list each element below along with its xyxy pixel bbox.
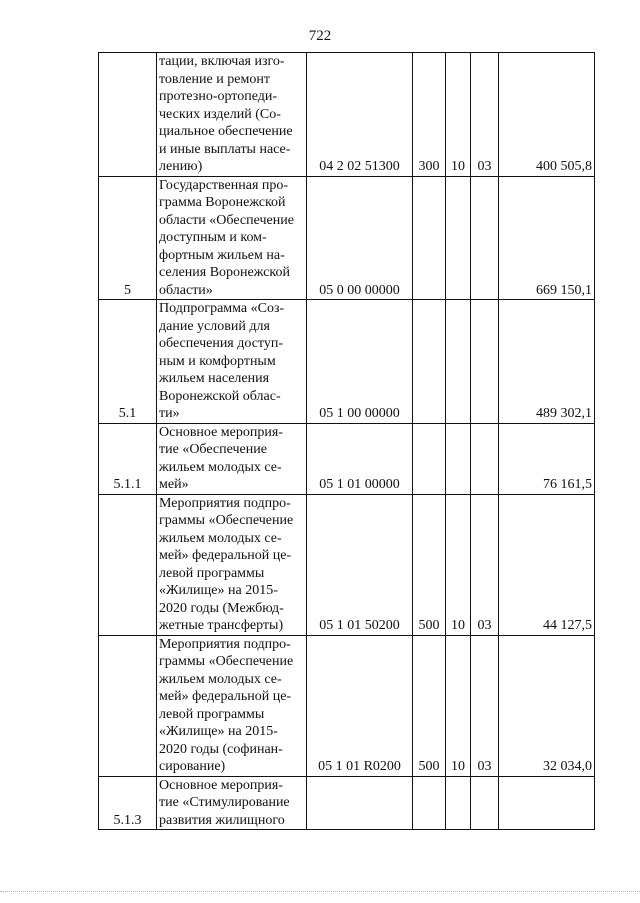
row-name-line: Мероприятия подпро- (159, 636, 291, 652)
row-name-line: и иные выплаты насе- (159, 141, 291, 157)
row-name-line: мей» федеральной це- (159, 548, 292, 563)
row-number-cell: 5.1.1 (99, 423, 157, 494)
row-name-line: селения Воронежской (159, 265, 290, 280)
row-section-cell: 10 (446, 53, 471, 177)
row-name-line: мей» федеральной це- (159, 689, 292, 704)
row-name-line: 2020 годы (Межбюд- (159, 600, 284, 616)
row-name-line: жильем молодых се- (159, 671, 282, 687)
row-name-cell (157, 176, 307, 300)
page-number: 722 (308, 28, 332, 44)
row-name-line: лению) (159, 159, 203, 174)
row-name-line: жетные трансферты) (159, 618, 284, 633)
row-number-cell (99, 635, 157, 776)
row-name-line: Основное мероприя- (159, 777, 283, 793)
row-name-line: жильем молодых се- (159, 530, 282, 546)
row-name-cell (157, 53, 307, 177)
row-name-line: обеспечения доступ- (159, 336, 284, 351)
row-section-cell (446, 300, 471, 424)
row-subsection-cell: 03 (471, 53, 499, 177)
row-name-line: Воронежской облас- (159, 388, 281, 404)
row-subsection-cell (471, 423, 499, 494)
table-row (99, 176, 595, 300)
row-amount-cell: 489 302,1 (499, 300, 595, 424)
table-row (99, 300, 595, 424)
table-row (99, 494, 595, 635)
row-name-line: товление и ремонт (159, 71, 270, 87)
budget-table (98, 52, 595, 830)
row-code-cell: 05 1 00 00000 (307, 300, 413, 424)
row-name-cell (157, 300, 307, 424)
row-name-line: области «Обеспечение (159, 212, 294, 228)
row-name-line: тации, включая изго- (159, 54, 285, 69)
row-code-cell: 05 1 01 R0200 (307, 635, 413, 776)
row-section-cell: 10 (446, 635, 471, 776)
row-name-line: граммы «Обеспечение (159, 513, 294, 528)
row-name-line: грамма Воронежской (159, 195, 286, 210)
row-amount-cell: 669 150,1 (499, 176, 595, 300)
row-name-cell (157, 776, 307, 830)
row-expense-type-cell: 300 (413, 53, 446, 177)
row-name-line: тие «Обеспечение (159, 442, 267, 457)
row-subsection-cell (471, 176, 499, 300)
row-name-line: циальное обеспечение (159, 124, 293, 139)
row-name-line: развития жилищного (159, 812, 285, 828)
row-number-cell (99, 53, 157, 177)
row-expense-type-cell (413, 176, 446, 300)
row-name-line: 2020 годы (софинан- (159, 741, 283, 757)
table-row (99, 635, 595, 776)
row-section-cell (446, 176, 471, 300)
row-name-line: ти» (159, 406, 180, 421)
row-code-cell (307, 776, 413, 830)
row-number-cell: 5 (99, 176, 157, 300)
row-name-line: сирование) (159, 759, 226, 774)
row-amount-cell: 76 161,5 (499, 423, 595, 494)
row-section-cell (446, 423, 471, 494)
row-expense-type-cell: 500 (413, 635, 446, 776)
row-section-cell: 10 (446, 494, 471, 635)
row-name-cell (157, 635, 307, 776)
row-name-line: Государственная про- (159, 177, 289, 193)
row-code-cell: 04 2 02 51300 (307, 53, 413, 177)
row-name-line: области» (159, 282, 213, 298)
row-name-line: Мероприятия подпро- (159, 495, 291, 511)
row-name-line: «Жилище» на 2015- (159, 724, 278, 739)
row-expense-type-cell (413, 300, 446, 424)
row-subsection-cell: 03 (471, 494, 499, 635)
row-number-cell (99, 494, 157, 635)
table-row (99, 423, 595, 494)
row-name-line: ным и комфортным (159, 353, 276, 369)
row-name-line: «Жилище» на 2015- (159, 583, 278, 598)
row-amount-cell: 44 127,5 (499, 494, 595, 635)
bottom-rule (0, 891, 640, 892)
row-name-line: граммы «Обеспечение (159, 654, 294, 669)
row-name-line: Подпрограмма «Соз- (159, 301, 285, 316)
row-name-line: дание условий для (159, 318, 270, 334)
row-name-line: ческих изделий (Со- (159, 106, 281, 122)
row-name-line: Основное мероприя- (159, 424, 283, 440)
row-name-line: жильем молодых се- (159, 459, 282, 475)
row-amount-cell (499, 776, 595, 830)
row-name-line: левой программы (159, 565, 265, 581)
row-name-line: левой программы (159, 706, 265, 722)
table-row (99, 53, 595, 177)
table-body (99, 53, 595, 830)
row-name-line: протезно-ортопеди- (159, 89, 278, 104)
row-name-line: тие «Стимулирование (159, 795, 290, 810)
row-name-cell (157, 423, 307, 494)
row-expense-type-cell (413, 776, 446, 830)
row-subsection-cell: 03 (471, 635, 499, 776)
row-amount-cell: 400 505,8 (499, 53, 595, 177)
row-name-line: фортным жильем на- (159, 247, 285, 263)
row-number-cell: 5.1.3 (99, 776, 157, 830)
row-code-cell: 05 1 01 00000 (307, 423, 413, 494)
row-section-cell (446, 776, 471, 830)
row-name-line: мей» (159, 477, 189, 492)
row-code-cell: 05 1 01 50200 (307, 494, 413, 635)
row-name-line: доступным и ком- (159, 230, 267, 245)
row-subsection-cell (471, 776, 499, 830)
row-subsection-cell (471, 300, 499, 424)
table-row (99, 776, 595, 830)
row-amount-cell: 32 034,0 (499, 635, 595, 776)
row-expense-type-cell: 500 (413, 494, 446, 635)
row-name-line: жильем населения (159, 371, 270, 386)
row-code-cell: 05 0 00 00000 (307, 176, 413, 300)
row-number-cell: 5.1 (99, 300, 157, 424)
row-expense-type-cell (413, 423, 446, 494)
row-name-cell (157, 494, 307, 635)
